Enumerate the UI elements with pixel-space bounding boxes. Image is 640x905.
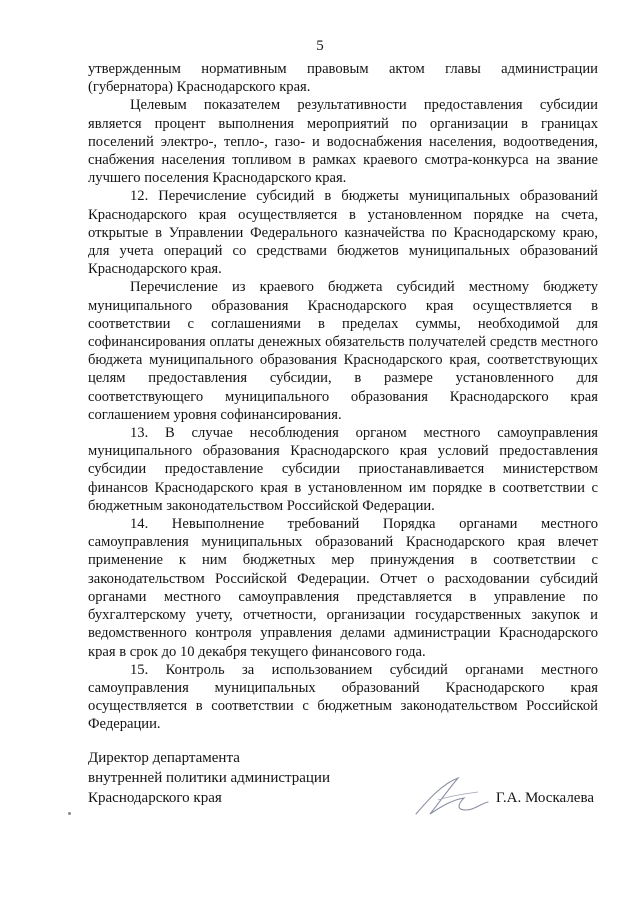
page-number: 5 — [316, 38, 324, 54]
paragraph-6: 14. Невыполнение требований Порядка органами местного самоуправления муниципальных образований Краснодарского края влечет применение к ним бюджетных мер принуждения в соответствии с законодательством Российской Федерации. Отчет о расходовании субсидий органами местного самоуправления представляется в управление по бухгалтерскому учету, отчетности, организации государственных закупок и ведомственного контроля управления делами администрации Краснодарского края в срок до 10 декабря текущего финансового года. — [88, 516, 598, 660]
signatory-title-line: Директор департамента — [88, 750, 240, 766]
signatory-title-line: Краснодарского края — [88, 790, 222, 806]
scan-artifact — [68, 812, 71, 815]
signature-block — [88, 748, 598, 808]
signatory-title-line: внутренней политики администрации — [88, 770, 330, 786]
paragraph-3: 12. Перечисление субсидий в бюджеты муниципальных образований Краснодарского края осуществляется в установленном порядке на счета, открытые в Управлении Федерального казначейства по Краснодарскому краю, для учета операций со средствами бюджетов муниципальных образований Краснодарского края. — [88, 188, 598, 278]
paragraph-1: утвержденным нормативным правовым актом главы администрации (губернатора) Краснодарского края. — [88, 61, 598, 96]
paragraph-5: 13. В случае несоблюдения органом местного самоуправления муниципального образования Краснодарского края условий предоставления субсидии предоставление субсидии приостанавливается министерством финансов Краснодарского края в установленном им порядке в соответствии с бюджетным законодательством Российской Федерации. — [88, 425, 598, 514]
paragraph-4: Перечисление из краевого бюджета субсидий местному бюджету муниципального образования Краснодарского края осуществляется в соответствии с соглашениями в пределах суммы, необходимой для софинансирования оплаты денежных обязательств получателей средств местного бюджета муниципального образования Краснодарского края, соответствующих целям предоставления субсидии, в размере установленного для соответствующего муниципального образования Краснодарского края соглашением уровня софинансирования. — [88, 279, 598, 423]
paragraph-2: Целевым показателем результативности предоставления субсидии является процент выполнения мероприятий по организации в границах поселений электро-, тепло-, газо- и водоснабжения населения, водоотведения, снабжения населения топливом в рамках краевого смотра-конкурса на звание лучшего поселения Краснодарского края. — [88, 97, 598, 187]
signatory-name: Г.А. Москалева — [495, 790, 594, 806]
document-body — [88, 60, 598, 734]
handwritten-signature-icon — [408, 770, 498, 820]
paragraph-7: 15. Контроль за использованием субсидий органами местного самоуправления муниципальных образований Краснодарского края осуществляется в соответствии с бюджетным законодательством Российской Федерации. — [88, 661, 598, 733]
